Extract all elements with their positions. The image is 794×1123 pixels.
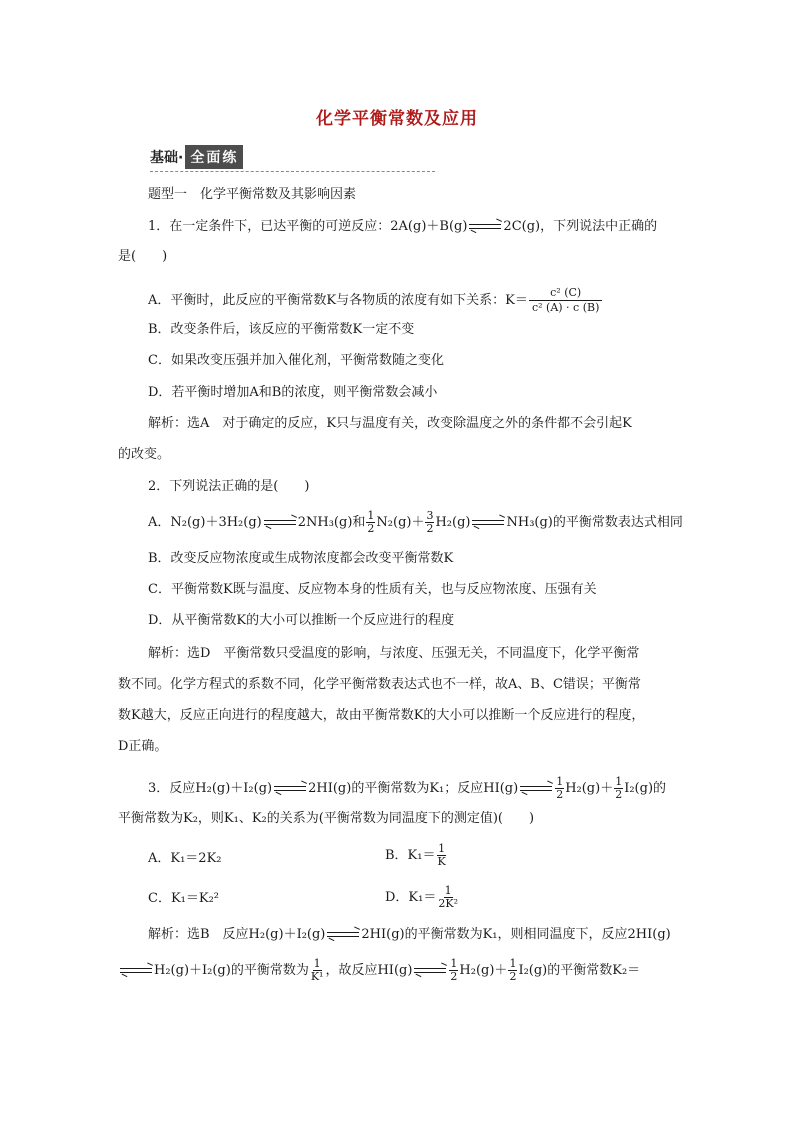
page-title: 化学平衡常数及应用 (316, 109, 478, 129)
q1-stem-cont: 是( ) (118, 249, 168, 264)
q2-stem: 2．下列说法正确的是( ) (148, 479, 310, 494)
banner-divider (150, 171, 435, 172)
q1-answer-line1: 解析：选A 对于确定的反应，K只与温度有关，改变除温度之外的条件都不会引起K (148, 416, 632, 431)
q3-option-c: C．K₁＝K₂² (148, 891, 220, 906)
fraction-half: $\frac{1}{2}$ (450, 957, 458, 983)
equilibrium-arrow-icon (274, 786, 306, 792)
fraction-three-halves: $\frac{3}{2}$ (426, 509, 434, 535)
q3-answer-line1: 解析：选B 反应H₂(g)＋I₂(g) 2HI(g)的平衡常数为K₁，则相同温度下，反应2HI(g) (148, 926, 708, 944)
q3-option-d-fraction: $\frac{1}{\text{2K²}}$ (438, 884, 458, 910)
q1-answer-line2: 的改变。 (118, 447, 171, 462)
q3-option-b-fraction: $\frac{1}{K}$ (437, 842, 446, 868)
q2-option-d: D．从平衡常数K的大小可以推断一个反应进行的程度 (148, 613, 455, 628)
fraction-half: $\frac{1}{2}$ (615, 775, 623, 801)
fraction-half: $\frac{1}{2}$ (367, 509, 375, 535)
equilibrium-arrow-icon (472, 520, 504, 526)
section-heading: 题型一 化学平衡常数及其影响因素 (148, 187, 357, 202)
q3-answer-fraction: $\frac{1}{\text{K¹}}$ (310, 957, 324, 983)
banner-label: 基础· (150, 150, 184, 166)
q2-option-c: C．平衡常数K既与温度、反应物本身的性质有关，也与反应物浓度、压强有关 (148, 582, 597, 597)
q2-answer-line1: 解析：选D 平衡常数只受温度的影响，与浓度、压强无关，不同温度下，化学平衡常 (148, 646, 640, 661)
section-banner (150, 145, 243, 169)
q3-stem-cont: 平衡常数为K₂，则K₁、K₂的关系为(平衡常数为同温度下的测定值)( ) (118, 811, 535, 826)
q1-option-b: B．改变条件后，该反应的平衡常数K一定不变 (148, 322, 415, 337)
q2-answer-line2: 数不同。化学方程式的系数不同，化学平衡常数表达式也不一样，故A、B、C错误；平衡常 (118, 677, 641, 692)
q2-answer-line4: D正确。 (118, 739, 168, 754)
fraction-half: $\frac{1}{2}$ (509, 957, 517, 983)
q2-answer-line3: 数K越大，反应正向进行的程度越大，故由平衡常数K的大小可以推断一个反应进行的程度， (118, 708, 645, 723)
equilibrium-arrow-icon (120, 968, 152, 974)
q1-option-a: A．平衡时，此反应的平衡常数K与各物质的浓度有如下关系：K＝ $\frac{\text{c² (C)}}{\text{c² (A) · c (B)}}$ (148, 286, 708, 315)
q3-option-d: D．K₁＝ $\frac{1}{\text{2K²}}$ (385, 884, 458, 910)
equilibrium-arrow-icon (520, 786, 552, 792)
fraction-half: $\frac{1}{2}$ (556, 775, 564, 801)
q2-option-a: A．N₂(g)＋3H₂(g) 2NH₃(g)和 $\frac{1}{2}$ N₂(g)＋ $\frac{3}{2}$ H₂(g) NH₃(g)的平衡常数表达式相同 (148, 509, 683, 535)
q1-option-d: D．若平衡时增加A和B的浓度，则平衡常数会减小 (148, 385, 438, 400)
banner-box: 全面练 (185, 145, 243, 169)
q1-stem: 1．在一定条件下，已达平衡的可逆反应：2A(g)＋B(g) 2C(g)，下列说法中正确的 (148, 218, 708, 236)
q3-stem: 3．反应H₂(g)＋I₂(g) 2HI(g)的平衡常数为K₁；反应HI(g) $\frac{1}{2}$ H₂(g)＋ $\frac{1}{2}$ I₂(g)的 (148, 775, 667, 801)
q3-option-a: A．K₁＝2K₂ (148, 851, 222, 866)
equilibrium-arrow-icon (469, 224, 501, 230)
q2-option-b: B．改变反应物浓度或生成物浓度都会改变平衡常数K (148, 551, 454, 566)
q3-option-b: B．K₁＝ $\frac{1}{K}$ (385, 842, 446, 868)
q1-fraction: $\frac{\text{c² (C)}}{\text{c² (A) · c (B)}}$ (532, 286, 599, 315)
equilibrium-arrow-icon (414, 968, 446, 974)
q1-option-c: C．如果改变压强并加入催化剂，平衡常数随之变化 (148, 353, 444, 368)
equilibrium-arrow-icon (264, 520, 296, 526)
equilibrium-arrow-icon (327, 932, 359, 938)
q3-answer-line2: H₂(g)＋I₂(g)的平衡常数为 $\frac{1}{\text{K¹}}$ ，故反应HI(g) $\frac{1}{2}$ H₂(g)＋ $\frac{1}{2}$ I₂(g)的平衡常数K₂＝ (118, 958, 678, 983)
